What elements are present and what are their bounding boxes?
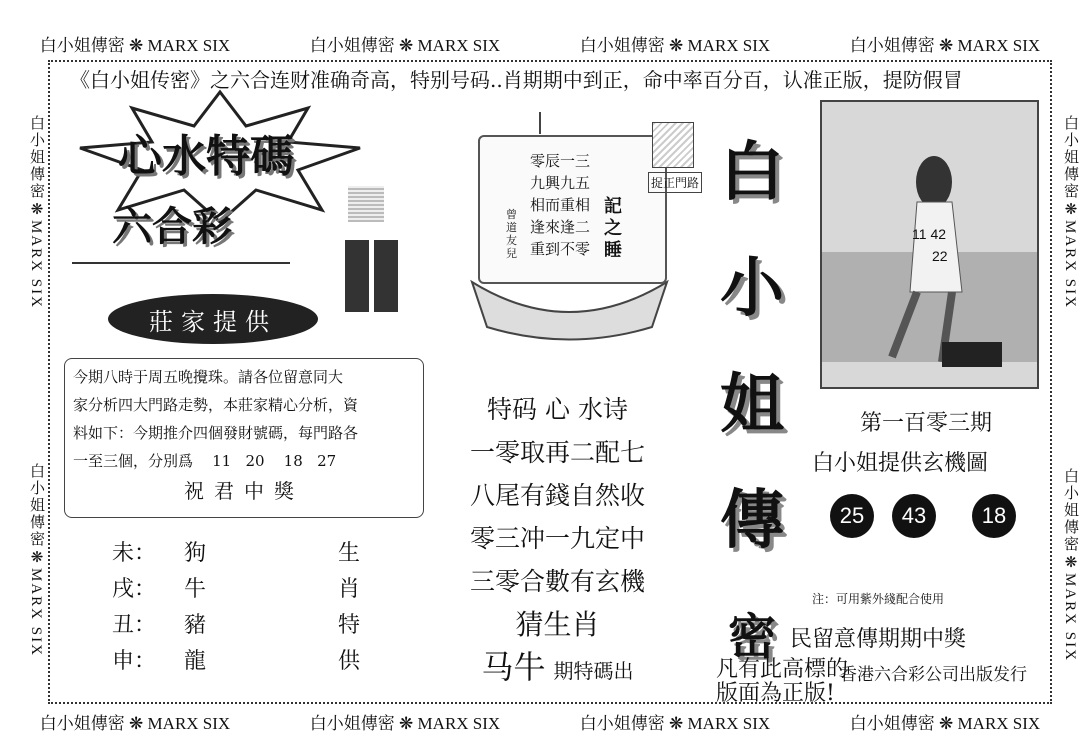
- decorative-stamp: [348, 186, 384, 222]
- footer-line-1: 民留意傳期期中獎: [790, 627, 967, 652]
- border-unit: 白小姐傳密 ❋ MARX SIX: [39, 35, 231, 55]
- vertical-seal-2: [374, 240, 398, 312]
- border-unit: 白小姐傳密 ❋ MARX SIX: [309, 713, 501, 733]
- scroll-line: 相而重相: [530, 196, 591, 214]
- vertical-char: 特: [338, 613, 361, 638]
- poem-line: 三零合數有玄機: [469, 567, 645, 596]
- scroll-line: 逢來逢二: [530, 218, 591, 236]
- right-border-upper: 白小姐傳密❋MARX SIX: [1062, 115, 1078, 309]
- title-char: 傳: [720, 484, 784, 558]
- border-unit: 白小姐傳密 ❋ MARX SIX: [849, 35, 1041, 55]
- footer-line-2b: 香港六合彩公司出版发行: [840, 665, 1027, 685]
- scroll-line: 零辰一三: [530, 152, 591, 170]
- scroll-line: 九興九五: [530, 174, 591, 192]
- poem-line: 八尾有錢自然收: [469, 481, 645, 510]
- scroll-line: 重到不零: [530, 240, 591, 258]
- border-unit: 白小姐傳密 ❋ MARX SIX: [39, 713, 231, 733]
- number-balls: [830, 494, 1016, 538]
- top-border: [0, 28, 1080, 58]
- vertical-char: 肖: [338, 577, 361, 602]
- poem-block: [450, 388, 665, 693]
- notice-number: 18: [283, 452, 303, 470]
- zodiac-row: 未： 狗: [112, 541, 207, 566]
- scroll-text: [530, 150, 590, 260]
- zodiac-row: 丑： 豬: [112, 613, 207, 638]
- notice-number: 20: [245, 452, 265, 470]
- left-border-lower: 白小姐傳密❋MARX SIX: [28, 463, 44, 657]
- footer-line-2a: 凡有此高標的: [716, 657, 849, 682]
- title-liuhecai: 六合彩: [112, 204, 232, 250]
- headline: 《白小姐传密》之六合连财准确奇高，特别号码..肖期期中到正，命中率百分百，认准正版，提防假冒: [70, 68, 963, 92]
- notice-number: 27: [317, 452, 337, 470]
- vertical-char: 供: [338, 649, 361, 674]
- badge-image: [652, 122, 694, 168]
- scroll-author: 曾道友兒: [506, 208, 517, 260]
- left-border-upper: 白小姐傳密❋MARX SIX: [28, 115, 44, 309]
- notice-line: 家分析四大門路走勢，本莊家精心分析，資: [73, 396, 359, 414]
- zodiac-list: [112, 536, 206, 680]
- footer-line-3: 版面為正版!: [716, 681, 835, 706]
- woman-photo: [822, 102, 1037, 387]
- title-char: 密: [727, 609, 776, 665]
- photo-panel: [820, 100, 1039, 389]
- title-char: 白: [720, 136, 784, 210]
- poem-title: 特码 心 水诗: [487, 395, 628, 424]
- number-ball: 43: [892, 494, 936, 538]
- bottom-border: [0, 706, 1080, 736]
- zodiac-row: 申： 龍: [112, 649, 207, 674]
- notice-number: 11: [212, 452, 232, 470]
- badge-label: 捉正門路: [648, 172, 702, 193]
- poem-guess: 猜生肖: [515, 608, 600, 641]
- notice-line: 料如下：今期推介四個發財號碼，每門路各: [73, 424, 359, 442]
- border-unit: 白小姐傳密 ❋ MARX SIX: [849, 713, 1041, 733]
- blessing: 祝君中獎: [184, 479, 304, 503]
- divider-line: [72, 262, 290, 264]
- vertical-seal-1: [345, 240, 369, 312]
- number-ball: 18: [972, 494, 1016, 538]
- title-char: 小: [720, 252, 784, 326]
- vertical-char: 生: [338, 541, 361, 566]
- poem-line: 一零取再二配七: [469, 438, 645, 467]
- provider-badge: 莊家提供: [108, 294, 318, 344]
- subtitle: 白小姐提供玄機圖: [812, 451, 989, 476]
- notice-line-numbers: 一至三個，分別爲 11 20 18 27: [73, 452, 337, 470]
- photo-numbers-top: 11 42: [912, 226, 947, 242]
- zodiac-vertical-label: [338, 536, 360, 680]
- notice-box: [64, 358, 424, 518]
- number-ball: 25: [830, 494, 874, 538]
- border-unit: 白小姐傳密 ❋ MARX SIX: [309, 35, 501, 55]
- issue-number: 第一百零三期: [860, 411, 993, 436]
- title-xinshui: 心水特碼: [118, 131, 294, 182]
- poem-answer: 马牛 期特碼出: [481, 648, 634, 686]
- uv-note: 注：可用紫外綫配合使用: [812, 592, 945, 606]
- border-unit: 白小姐傳密 ❋ MARX SIX: [579, 713, 771, 733]
- zodiac-row: 戌： 牛: [112, 577, 207, 602]
- title-char: 姐: [720, 368, 784, 442]
- notice-line: 今期八時于周五晚攪珠。請各位留意同大: [73, 368, 344, 386]
- scroll-side-label: 記之睡: [604, 196, 622, 261]
- poem-line: 零三冲一九定中: [469, 524, 645, 553]
- border-unit: 白小姐傳密 ❋ MARX SIX: [579, 35, 771, 55]
- big-vertical-title: [712, 115, 792, 695]
- photo-number-bottom: 22: [932, 248, 948, 264]
- right-border-lower: 白小姐傳密❋MARX SIX: [1062, 468, 1078, 662]
